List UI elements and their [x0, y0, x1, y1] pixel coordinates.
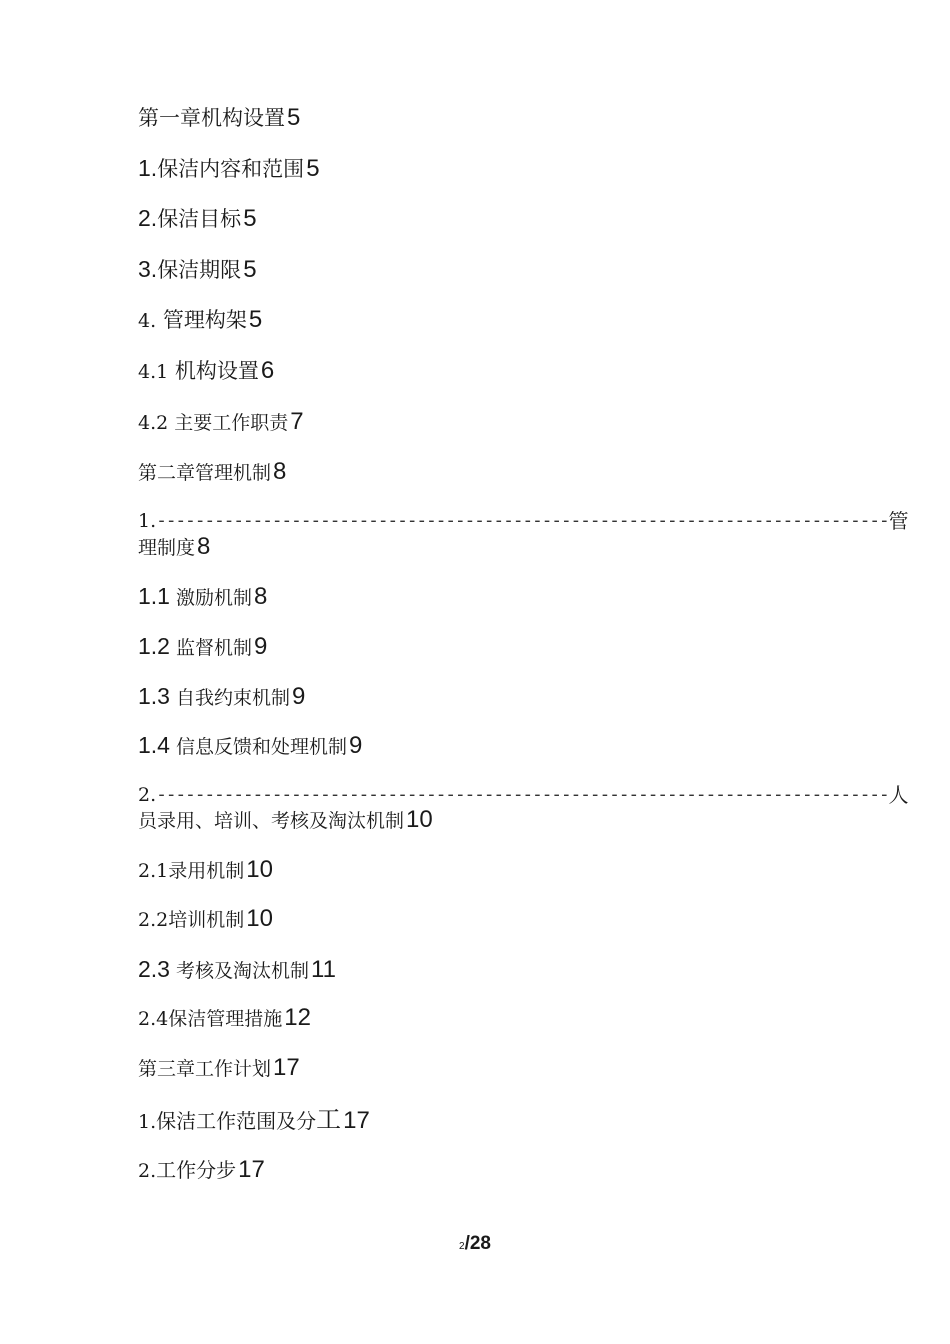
toc-entry-continuation[interactable]	[138, 807, 433, 834]
toc-entry[interactable]	[138, 956, 336, 984]
toc-entry[interactable]	[138, 205, 257, 232]
toc-entry-number: 1.4	[138, 732, 170, 758]
toc-entry-title: 理制度	[138, 537, 196, 559]
toc-entry-title: 培训机制	[168, 909, 245, 931]
page-footer	[0, 1233, 950, 1255]
toc-entry-number: 1.	[138, 510, 157, 532]
toc-entry-title: 考核及淘汰机制	[176, 960, 310, 982]
toc-page-number: 8	[197, 533, 211, 560]
toc-entry-title: 保洁内容和范围	[157, 157, 305, 181]
toc-entry-title: 录用机制	[168, 860, 245, 882]
toc-page-number: 9	[292, 683, 306, 710]
toc-page-number: 10	[406, 806, 433, 833]
toc-entry-number: 1.	[138, 1111, 157, 1133]
toc-entry-title: 自我约束机制	[176, 687, 291, 709]
toc-entry-title: 第三章工作计划	[138, 1058, 272, 1080]
toc-entry-number: 2.1	[138, 860, 169, 882]
toc-entry-title: 保洁工作范围及分	[156, 1109, 317, 1133]
toc-entry[interactable]	[138, 307, 262, 334]
toc-page-number: 5	[306, 155, 320, 182]
toc-entry-number: 1.3	[138, 683, 170, 709]
toc-entry-continuation[interactable]	[138, 534, 210, 561]
toc-entry[interactable]	[138, 1055, 300, 1082]
toc-page-number: 5	[287, 104, 301, 131]
toc-entry-number: 4.1	[138, 361, 169, 383]
toc-page-number: 8	[273, 458, 287, 485]
toc-entry-number: 2.	[138, 784, 157, 806]
toc-entry-leader-line[interactable]	[138, 508, 909, 534]
toc-entry-number: 1.1	[138, 583, 170, 609]
toc-entry[interactable]	[138, 155, 320, 182]
toc-entry[interactable]	[138, 857, 273, 884]
toc-entry[interactable]	[138, 1107, 370, 1135]
toc-entry[interactable]	[138, 633, 267, 661]
toc-entry[interactable]	[138, 105, 300, 131]
toc-page-number: 17	[238, 1156, 265, 1183]
toc-entry-title: 工作分步	[156, 1158, 237, 1182]
toc-entry-title: 监督机制	[176, 637, 253, 659]
toc-entry[interactable]	[138, 459, 286, 486]
toc-entry[interactable]	[138, 1005, 311, 1032]
toc-entry-title-start: 人	[888, 783, 909, 807]
toc-entry[interactable]	[138, 906, 273, 933]
toc-page-number: 5	[243, 256, 257, 283]
current-page-number: 2	[459, 1241, 465, 1252]
toc-entry[interactable]	[138, 256, 257, 283]
toc-entry-number: 2.	[138, 205, 158, 231]
toc-entry[interactable]	[138, 683, 305, 711]
toc-entry-number: 2.2	[138, 909, 169, 931]
toc-page-number: 9	[254, 633, 268, 660]
dotted-leader: ----------------------------------------------------------------------------	[156, 510, 889, 531]
toc-entry[interactable]	[138, 409, 304, 436]
toc-page-number: 5	[248, 306, 263, 333]
toc-page-number: 8	[254, 583, 268, 610]
toc-entry-number: 3.	[138, 256, 158, 282]
toc-entry[interactable]	[138, 583, 267, 611]
toc-entry-title: 激励机制	[176, 587, 253, 609]
toc-page-number: 7	[290, 408, 304, 435]
toc-entry[interactable]	[138, 732, 362, 760]
dotted-leader: ----------------------------------------------------------------------------	[156, 784, 889, 805]
toc-entry-number: 4.	[138, 310, 157, 332]
toc-entry-title: 机构设置	[174, 359, 259, 383]
toc-page-number: 5	[243, 205, 257, 232]
toc-entry-title: 保洁期限	[157, 258, 242, 282]
toc-page-number: 6	[260, 357, 275, 384]
toc-entry-number: 1.	[138, 155, 158, 181]
toc-entry-title: 管理构架	[162, 308, 247, 332]
toc-entry-number: 4.2	[138, 412, 169, 434]
toc-page-number: 10	[246, 856, 273, 883]
toc-entry-title: 第一章机构设置	[138, 106, 285, 130]
toc-page-number: 9	[349, 732, 363, 759]
toc-entry[interactable]	[138, 1157, 265, 1184]
toc-page-number: 10	[246, 905, 273, 932]
toc-entry-title-start: 管	[888, 509, 909, 533]
toc-entry-title: 主要工作职责	[174, 412, 289, 434]
toc-entry-title: 第二章管理机制	[138, 462, 272, 484]
toc-page-number: 17	[343, 1107, 370, 1134]
toc-entry-title-end: 工	[316, 1105, 342, 1134]
toc-page-number: 12	[284, 1004, 311, 1031]
toc-entry-number: 1.2	[138, 633, 170, 659]
toc-entry-number: 2.	[138, 1160, 157, 1182]
toc-entry-title: 员录用、培训、考核及淘汰机制	[138, 810, 405, 832]
toc-entry-number: 2.4	[138, 1008, 169, 1030]
toc-entry-leader-line[interactable]	[138, 782, 909, 808]
toc-entry-number: 2.3	[138, 956, 170, 982]
toc-page-number: 11	[311, 956, 336, 983]
toc-entry[interactable]	[138, 358, 274, 385]
total-pages: /28	[464, 1233, 491, 1254]
toc-entry-title: 信息反馈和处理机制	[176, 736, 348, 758]
toc-entry-title: 保洁目标	[157, 207, 242, 231]
toc-page-number: 17	[273, 1054, 300, 1081]
toc-entry-title: 保洁管理措施	[168, 1008, 283, 1030]
